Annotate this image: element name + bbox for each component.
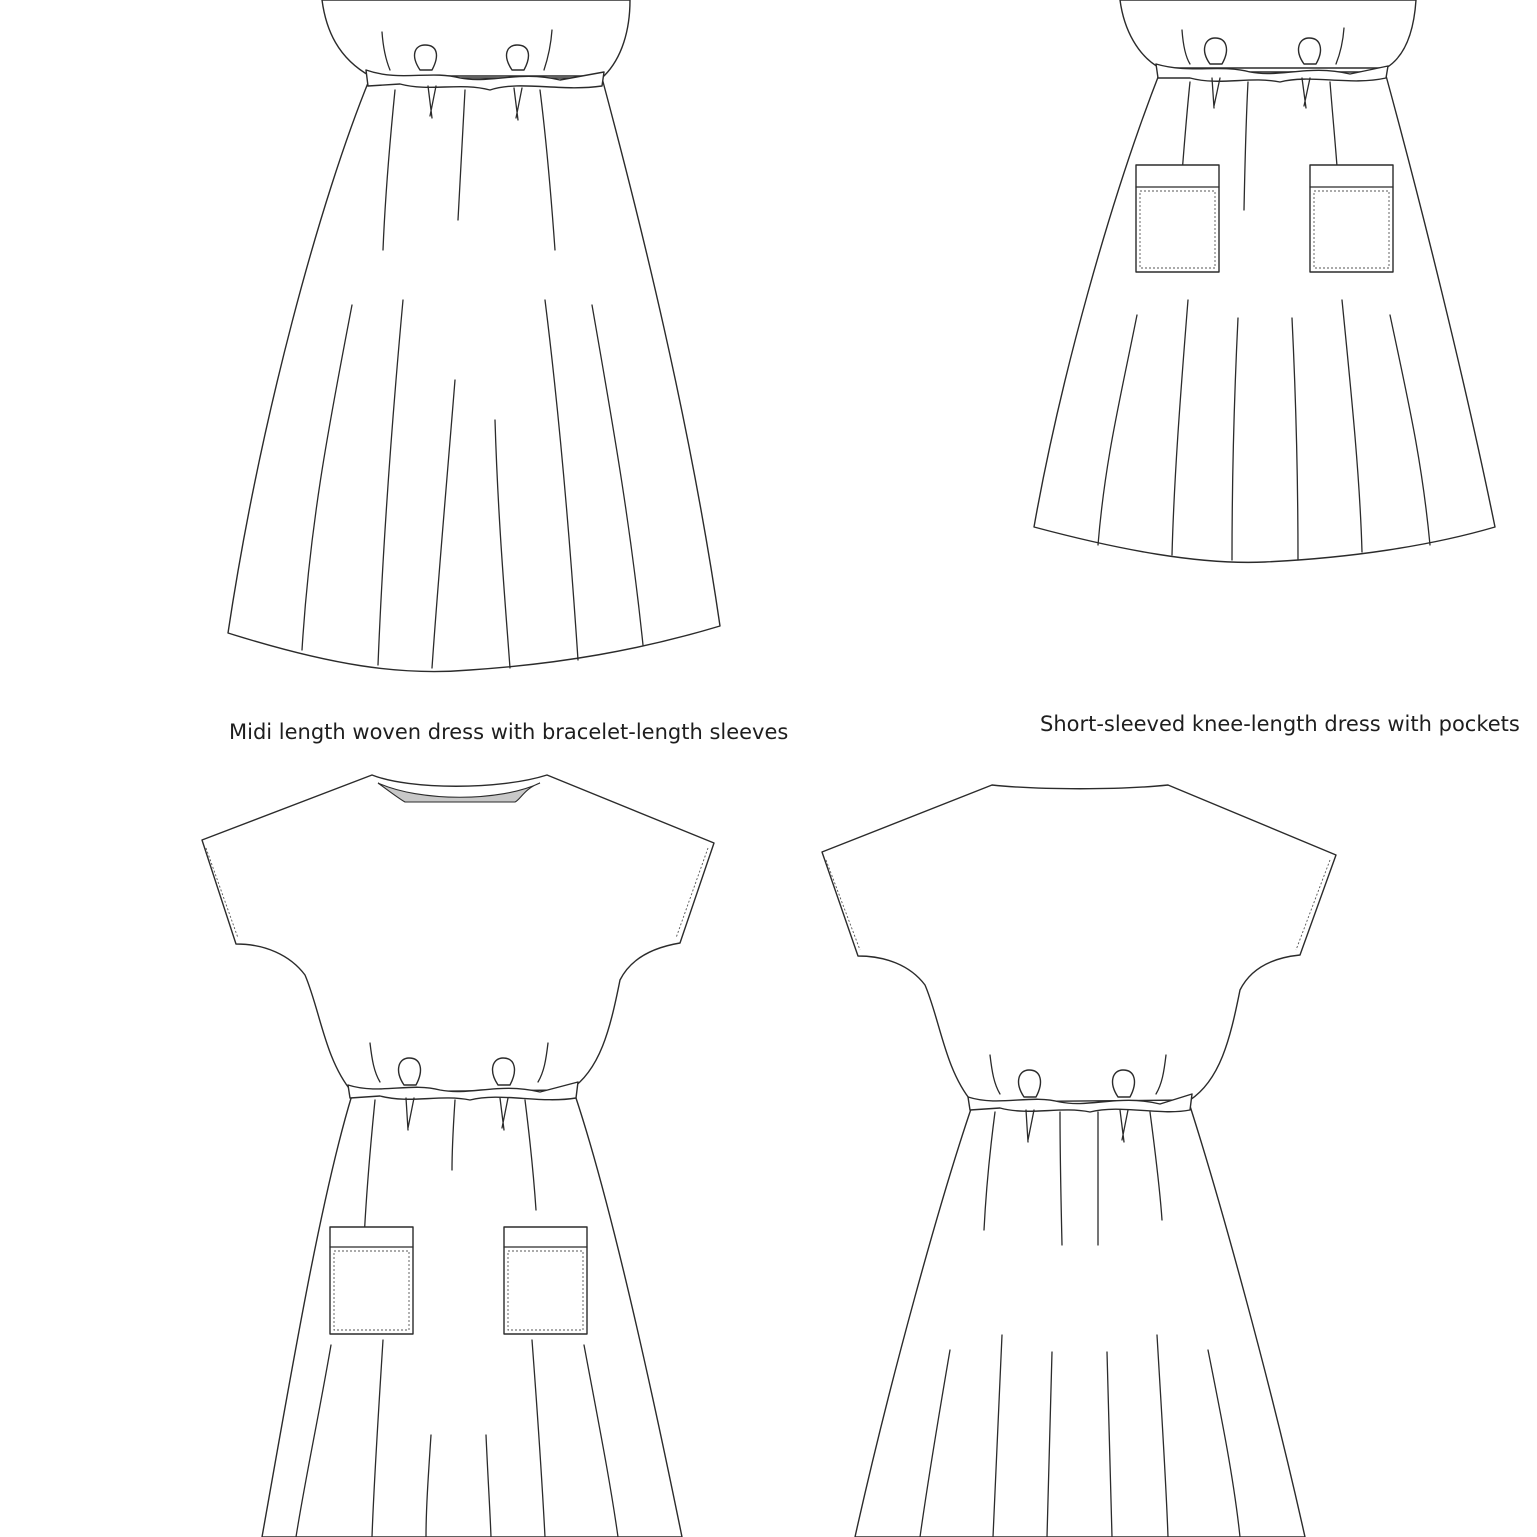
drawstring-knot-left (399, 1058, 421, 1085)
midi-dress-drawing (228, 0, 720, 672)
bodice (322, 0, 630, 76)
pocket-right (504, 1227, 587, 1334)
pocket-left (1136, 165, 1219, 272)
skirt (855, 1106, 1305, 1537)
short-sleeve-pocket-dress-front (202, 775, 714, 1537)
skirt (262, 1095, 682, 1537)
caption-midi-dress: Midi length woven dress with bracelet-length sleeves (229, 720, 789, 744)
bodice (1120, 0, 1416, 68)
bodice (202, 775, 714, 1092)
drawstring-knot-right (1299, 38, 1321, 64)
drawstring-knot-right (507, 45, 529, 70)
pocket-left (330, 1227, 413, 1334)
bodice (822, 785, 1336, 1102)
skirt (228, 78, 720, 672)
short-sleeve-dress-back (822, 785, 1336, 1537)
pocket-right (1310, 165, 1393, 272)
drawstring-knot-left (1205, 38, 1227, 64)
skirt (1034, 72, 1495, 562)
drawstring-knot-left (415, 45, 437, 70)
caption-knee-dress: Short-sleeved knee-length dress with pockets (1040, 712, 1520, 736)
knee-dress-drawing (1034, 0, 1495, 562)
drawstring-knot-right (493, 1058, 515, 1085)
drawstring-knot-right (1113, 1070, 1135, 1097)
drawstring-knot-left (1019, 1070, 1041, 1097)
